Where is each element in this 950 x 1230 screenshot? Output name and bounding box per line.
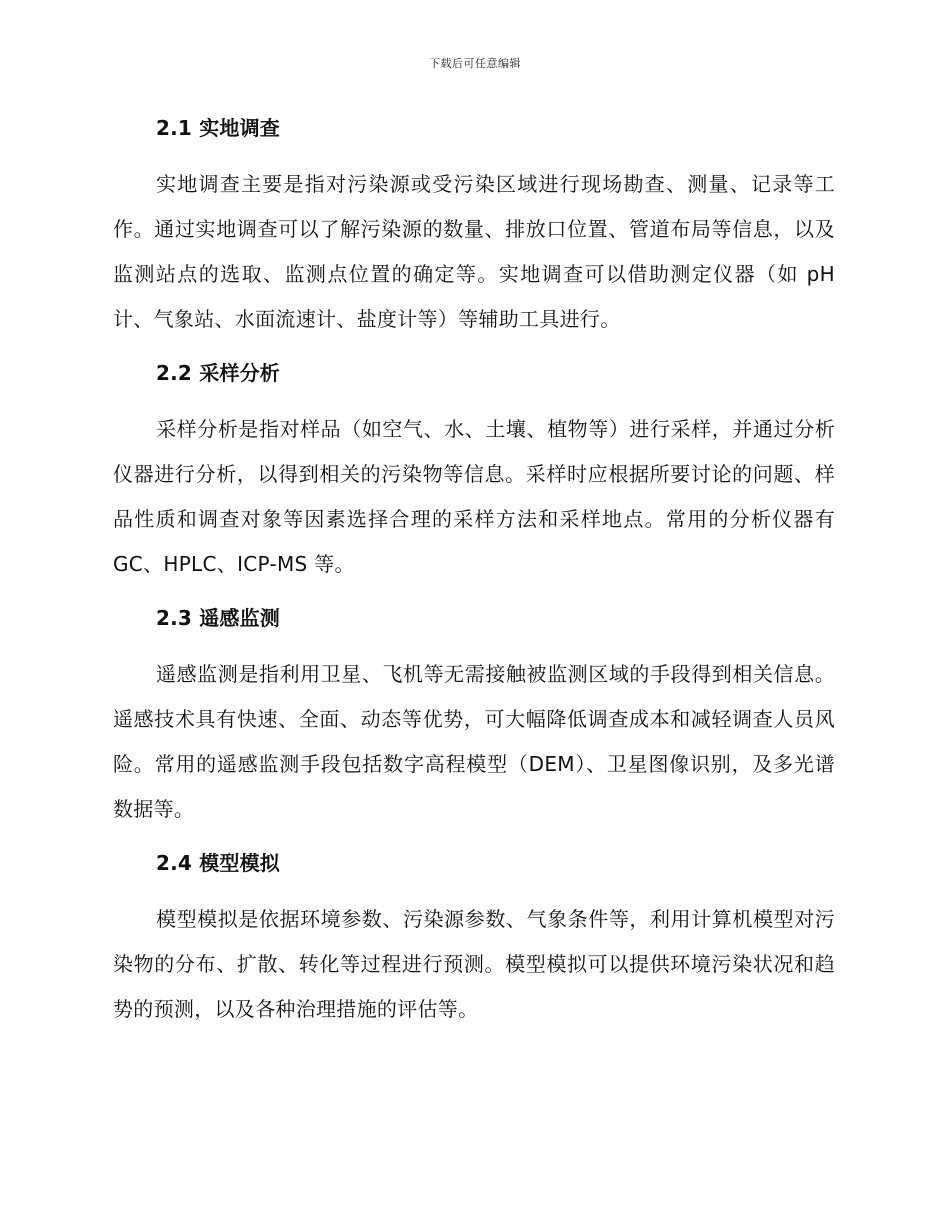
section-paragraph: 遥感监测是指利用卫星、飞机等无需接触被监测区域的手段得到相关信息。遥感技术具有快速、全面、动态等优势，可大幅降低调查成本和减轻调查人员风险。常用的遥感监测手段包括数字高程模型（DEM）、卫星图像识别，及多光谱数据等。 <box>113 662 835 821</box>
section-heading: 2.4 模型模拟 <box>156 851 280 875</box>
section-field-survey <box>113 108 835 342</box>
page-header: 下载后可任意编辑 <box>429 57 521 70</box>
section-heading: 2.1 实地调查 <box>156 116 280 140</box>
section-model-simulation <box>113 843 835 1032</box>
section-sampling-analysis <box>113 353 835 587</box>
section-paragraph: 模型模拟是依据环境参数、污染源参数、气象条件等，利用计算机模型对污染物的分布、扩散、转化等过程进行预测。模型模拟可以提供环境污染状况和趋势的预测，以及各种治理措施的评估等。 <box>113 907 835 1021</box>
document-content <box>113 108 835 1043</box>
section-paragraph: 实地调查主要是指对污染源或受污染区域进行现场勘查、测量、记录等工作。通过实地调查可以了解污染源的数量、排放口位置、管道布局等信息，以及监测站点的选取、监测点位置的确定等。实地调查可以借助测定仪器（如 pH 计、气象站、水面流速计、盐度计等）等辅助工具进行。 <box>113 172 835 331</box>
section-paragraph: 采样分析是指对样品（如空气、水、土壤、植物等）进行采样，并通过分析仪器进行分析，以得到相关的污染物等信息。采样时应根据所要讨论的问题、样品性质和调查对象等因素选择合理的采样方法和采样地点。常用的分析仪器有 GC、HPLC、ICP-MS 等。 <box>113 417 835 576</box>
section-remote-sensing <box>113 598 835 832</box>
section-heading: 2.3 遥感监测 <box>156 606 280 630</box>
section-heading: 2.2 采样分析 <box>156 361 280 385</box>
